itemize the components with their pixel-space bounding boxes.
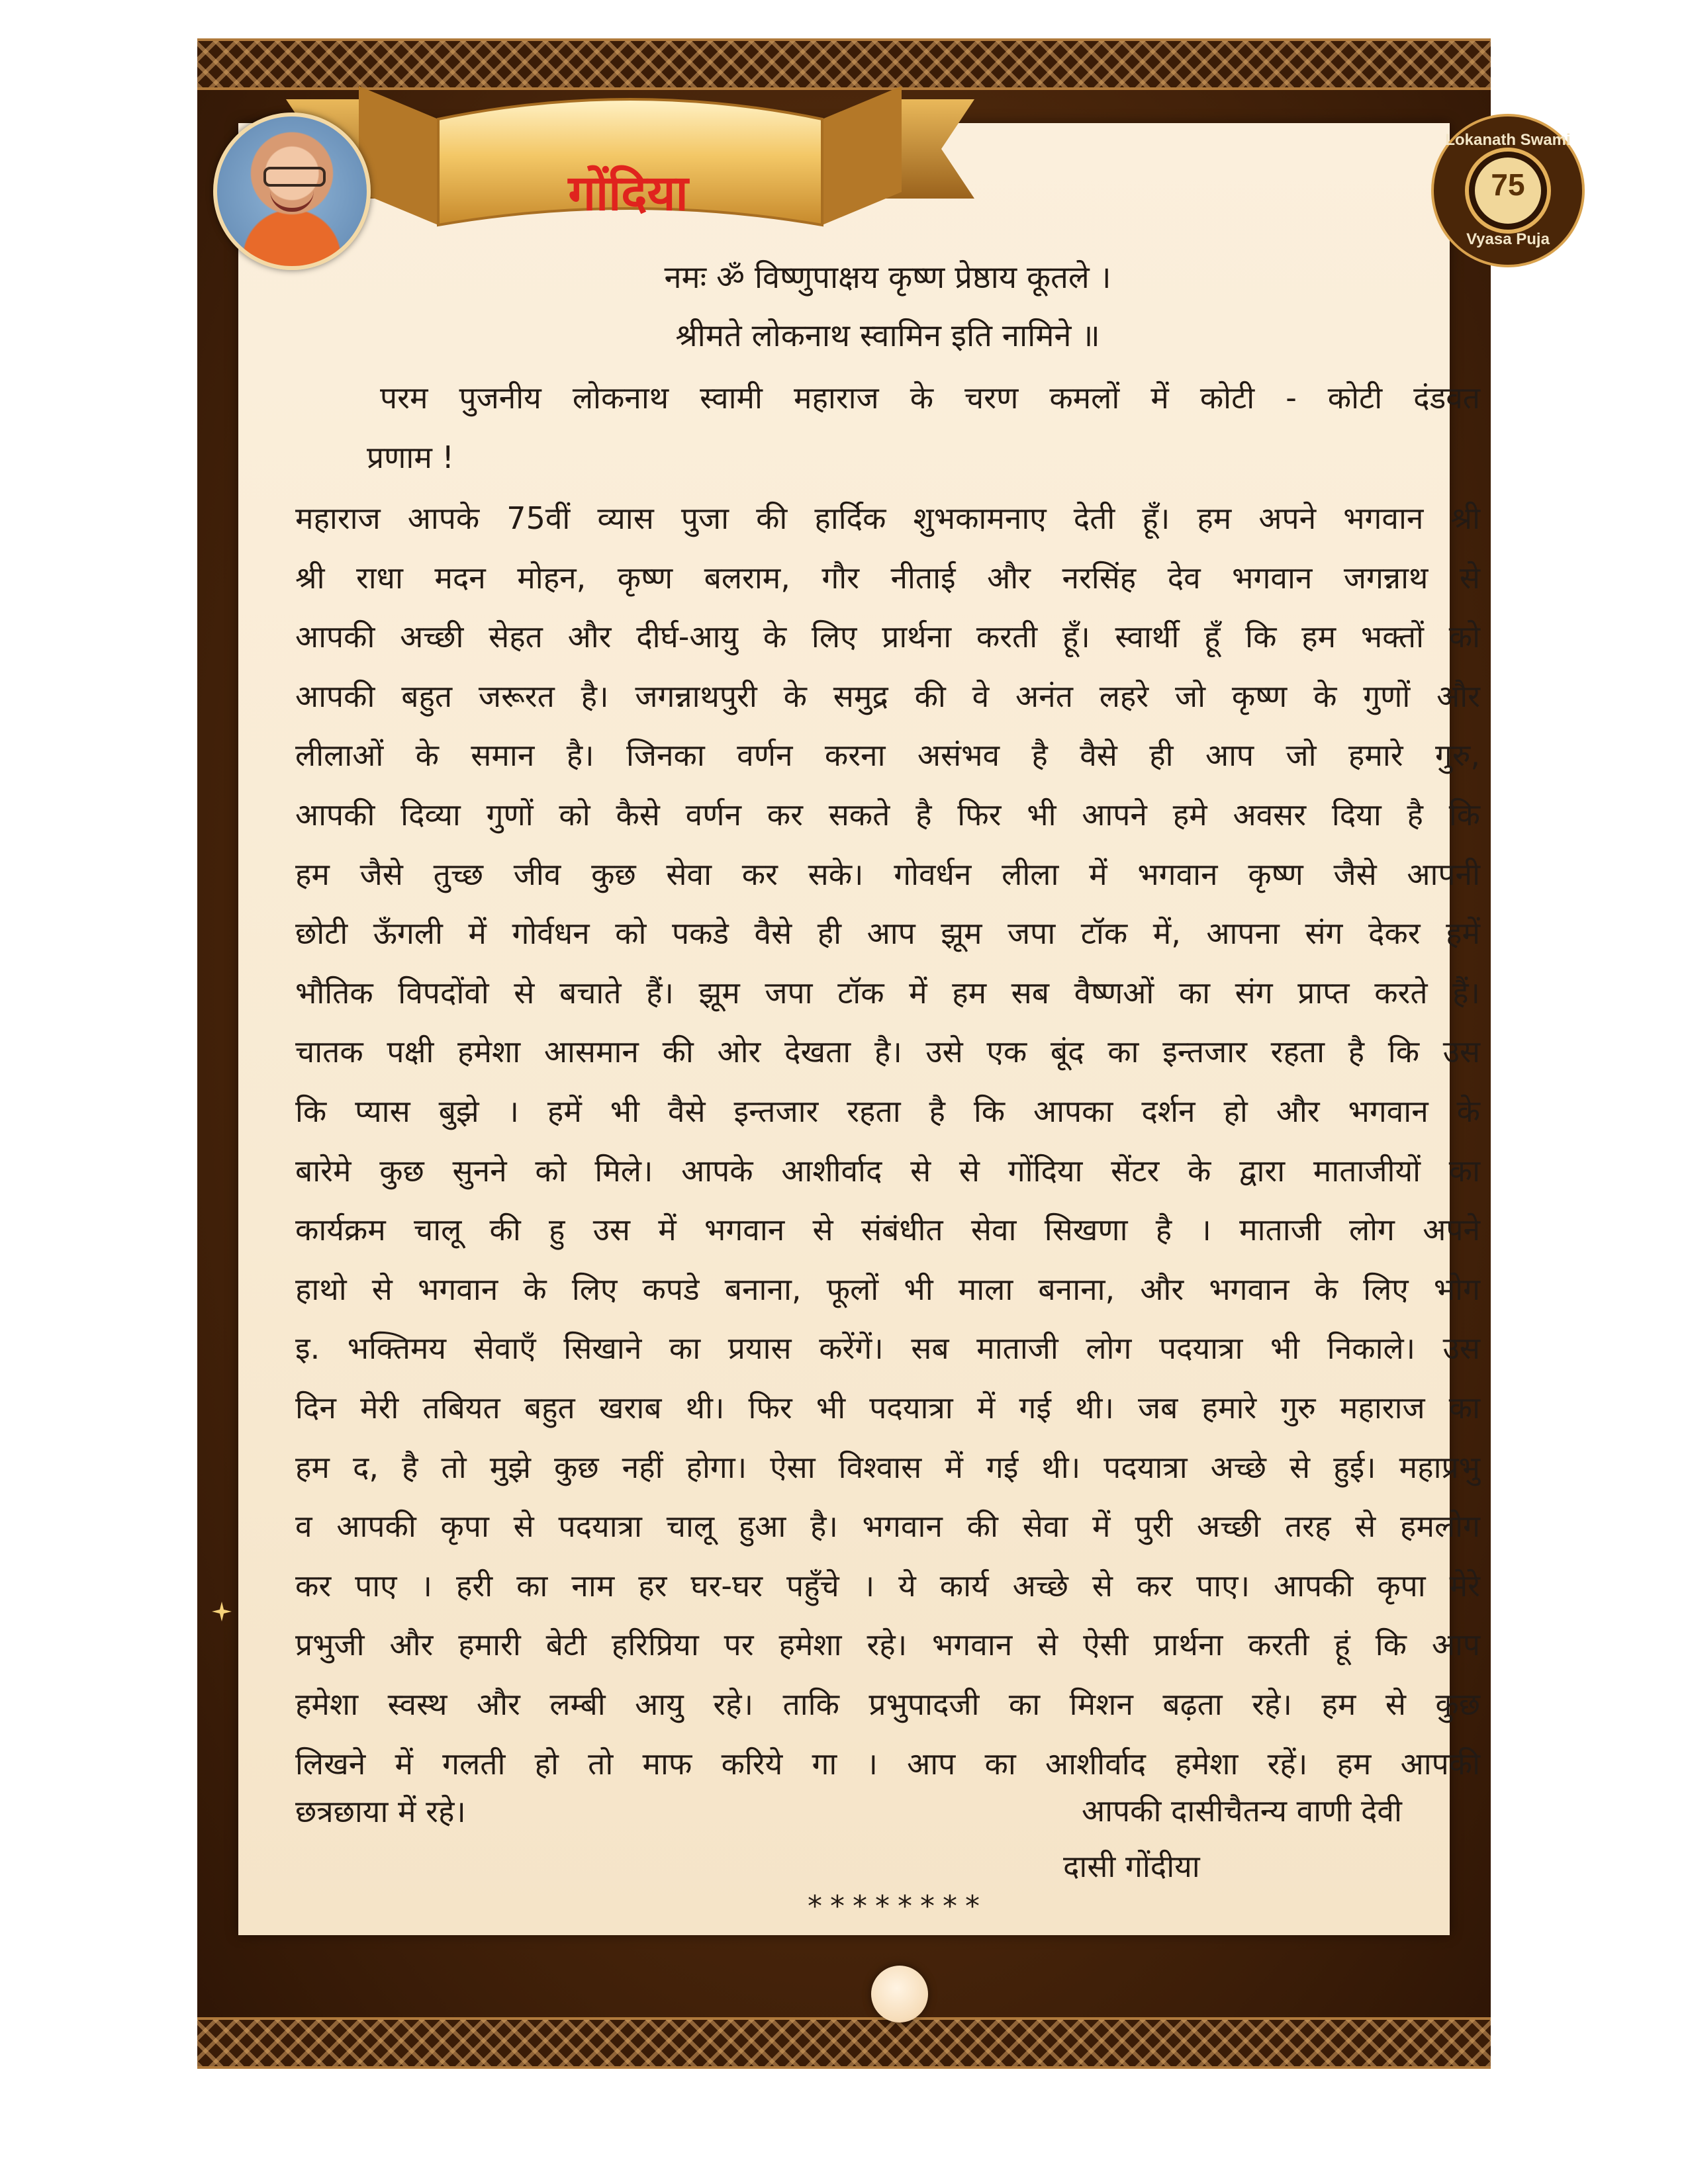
body-line: महाराज आपके 75वीं व्यास पुजा की हार्दिक शुभकामनाए देती हूँ। हम अपने भगवान श्री <box>295 500 1480 536</box>
avatar <box>213 113 371 270</box>
salutation-line-1: परम पुजनीय लोकनाथ स्वामी महाराज के चरण कमलों में कोटी - कोटी दंडवत <box>380 380 1480 416</box>
badge-number: 75 <box>1491 167 1525 202</box>
badge-bottom-text: Vyasa Puja <box>1466 230 1550 248</box>
badge-top-text: Lokanath Swami <box>1445 131 1571 149</box>
title-ribbon <box>286 60 974 271</box>
glasses-icon <box>263 167 326 187</box>
body-line: इ. भक्तिमय सेवाएँ सिखाने का प्रयास करेंगें। सब माताजी लोग पदयात्रा भी निकाले। उस <box>295 1330 1480 1367</box>
body-line: चातक पक्षी हमेशा आसमान की ओर देखता है। उसे एक बूंद का इन्तजार रहता है कि उस <box>295 1034 1480 1070</box>
body-line: लिखने में गलती हो तो माफ करिये गा । आप का आशीर्वाद हमेशा रहें। हम आपकी <box>295 1745 1480 1782</box>
last-line: छत्रछाया में रहे। <box>295 1794 466 1829</box>
body-line: कार्यक्रम चालू की हु उस में भगवान से संबंधीत सेवा सिखणा है । माताजी लोग अपने <box>295 1212 1480 1248</box>
salutation-line-2: प्रणाम ! <box>367 439 454 475</box>
closing-stars: ******** <box>808 1889 988 1923</box>
body-line: हम जैसे तुच्छ जीव कुछ सेवा कर सके। गोवर्धन लीला में भगवान कृष्ण जैसे आपनी <box>295 856 1480 892</box>
body-line: आपकी दिव्या गुणों को कैसे वर्णन कर सकते है फिर भी आपने हमे अवसर दिया है कि <box>295 797 1480 833</box>
body-line: हमेशा स्वस्थ और लम्बी आयु रहे। ताकि प्रभुपादजी का मिशन बढ़ता रहे। हम से कुछ <box>295 1686 1480 1722</box>
body-line: व आपकी कृपा से पदयात्रा चालू हुआ है। भगवान की सेवा में पुरी अच्छी तरह से हमलोग <box>295 1508 1480 1545</box>
verse-line-1: नमः ॐ विष्णुपाक्षय कृष्ण प्रेष्ठाय कूतले । <box>664 259 1111 296</box>
body-line: हम द, है तो मुझे कुछ नहीं होगा। ऐसा विश्वास में गई थी। पदयात्रा अच्छे से हुई। महाप्रभु <box>295 1449 1480 1485</box>
body-line: हाथो से भगवान के लिए कपडे बनाना, फूलों भी माला बनाना, और भगवान के लिए भोग <box>295 1271 1480 1307</box>
sparkle-icon <box>212 1602 232 1621</box>
body-line: कर पाए । हरी का नाम हर घर-घर पहुँचे । ये कार्य अच्छे से कर पाए। आपकी कृपा मेरे <box>295 1567 1480 1604</box>
page-title: गोंदिया <box>568 165 688 222</box>
anniversary-badge <box>1430 113 1586 269</box>
verse-line-2: श्रीमते लोकनाथ स्वामिन इति नामिने ॥ <box>675 318 1100 354</box>
signature-line-1: आपकी दासीचैतन्य वाणी देवी <box>1082 1793 1402 1829</box>
body-line: दिन मेरी तबियत बहुत खराब थी। फिर भी पदयात्रा में गई थी। जब हमारे गुरु महाराज का <box>295 1390 1480 1426</box>
body-line: छोटी ऊँगली में गोर्वधन को पकडे वैसे ही आप झूम जपा टॉक में, आपना संग देकर हमें <box>295 915 1480 952</box>
body-line: लीलाओं के समान है। जिनका वर्णन करना असंभव है वैसे ही आप जो हमारे गुरु, <box>295 737 1480 774</box>
body-line: आपकी बहुत जरूरत है। जगन्नाथपुरी के समुद्र की वे अनंत लहरे जो कृष्ण के गुणों और <box>295 678 1480 714</box>
decorative-border-bottom <box>197 2017 1491 2069</box>
body-line: भौतिक विपदोंवो से बचाते हैं। झूम जपा टॉक में हम सब वैष्णओं का संग प्राप्त करते हैं। <box>295 974 1480 1011</box>
decorative-knob <box>871 1966 928 2023</box>
body-line: कि प्यास बुझे । हमें भी वैसे इन्तजार रहता है कि आपका दर्शन हो और भगवान के <box>295 1093 1480 1129</box>
body-line: आपकी अच्छी सेहत और दीर्घ-आयु के लिए प्रार्थना करती हूँ। स्वार्थी हूँ कि हम भक्तों को <box>295 619 1480 655</box>
body-line: प्रभुजी और हमारी बेटी हरिप्रिया पर हमेशा रहे। भगवान से ऐसी प्रार्थना करती हूं कि आप <box>295 1627 1480 1663</box>
body-line: श्री राधा मदन मोहन, कृष्ण बलराम, गौर नीताई और नरसिंह देव भगवान जगन्नाथ से <box>295 559 1480 596</box>
smile-icon <box>270 191 314 212</box>
body-line: बारेमे कुछ सुनने को मिले। आपके आशीर्वाद से से गोंदिया सेंटर के द्वारा माताजीयों का <box>295 1152 1480 1189</box>
signature-line-2: दासी गोंदीया <box>1063 1848 1200 1884</box>
